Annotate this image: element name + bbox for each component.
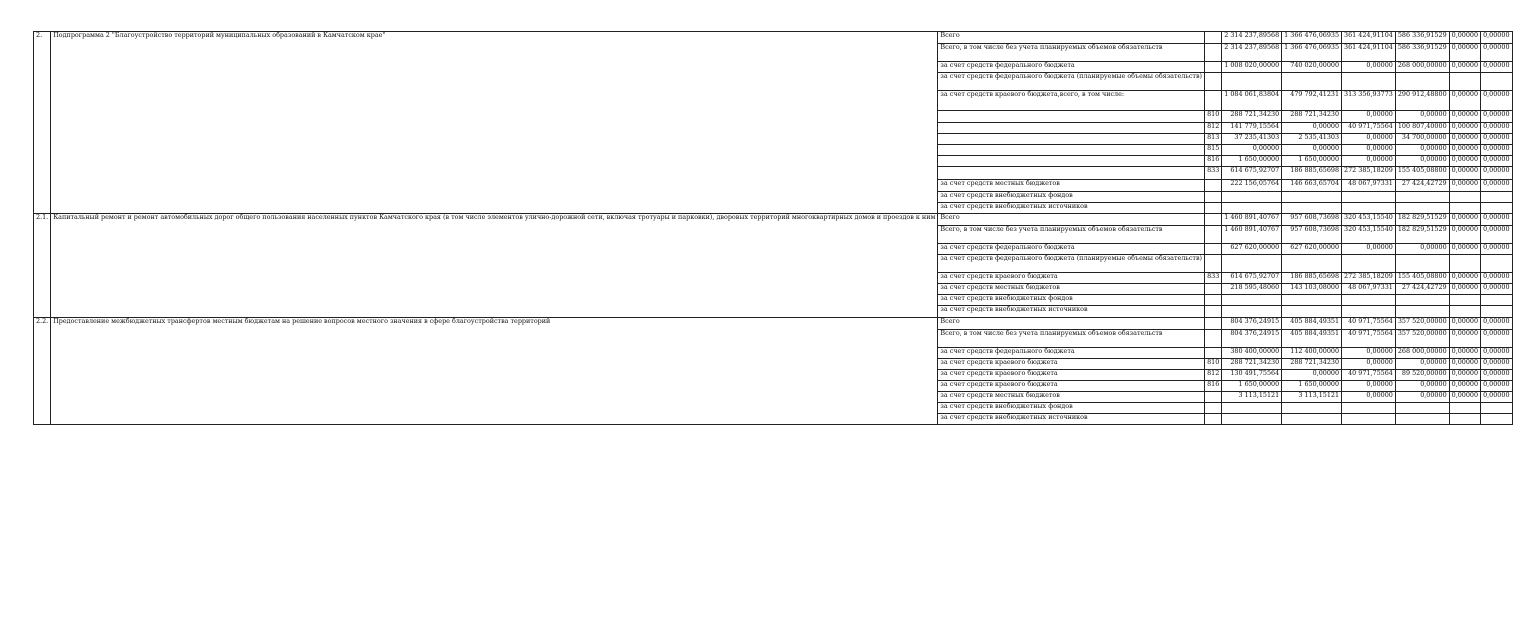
budget-code (1205, 44, 1222, 62)
amount-cell: 89 520,00000 (1395, 370, 1449, 381)
amount-cell: 0,00000 (1449, 273, 1480, 284)
amount-cell: 182 829,51529 (1395, 214, 1449, 226)
amount-cell (1481, 203, 1512, 214)
amount-cell (1449, 73, 1480, 91)
amount-cell: 0,00000 (1481, 381, 1512, 392)
amount-cell: 290 912,48800 (1395, 91, 1449, 111)
amount-cell: 0,00000 (1449, 134, 1480, 145)
amount-cell: 0,00000 (1342, 134, 1396, 145)
amount-cell: 0,00000 (1222, 145, 1282, 156)
program-name: Подпрограмма 2 "Благоустройство территорий муниципальных образований в Камчатском крае" (51, 32, 938, 214)
amount-cell: 0,00000 (1449, 214, 1480, 226)
budget-code: 833 (1205, 273, 1222, 284)
amount-cell: 0,00000 (1342, 381, 1396, 392)
table-row (34, 214, 1513, 226)
row-index: 2. (34, 32, 51, 214)
amount-cell: 804 376,24915 (1222, 318, 1282, 330)
amount-cell: 268 000,00000 (1395, 348, 1449, 359)
table-row (34, 318, 1513, 330)
amount-cell: 288 721,34230 (1282, 359, 1342, 370)
amount-cell: 0,00000 (1342, 62, 1396, 73)
funding-source: за счет средств внебюджетных источников (938, 306, 1205, 318)
budget-code: 812 (1205, 370, 1222, 381)
amount-cell (1282, 306, 1342, 318)
amount-cell: 2 314 237,89568 (1222, 32, 1282, 44)
amount-cell: 186 885,65698 (1282, 273, 1342, 284)
amount-cell: 182 829,51529 (1395, 226, 1449, 244)
amount-cell (1342, 203, 1396, 214)
amount-cell: 0,00000 (1282, 370, 1342, 381)
amount-cell: 218 595,48060 (1222, 284, 1282, 295)
amount-cell (1282, 203, 1342, 214)
funding-source: за счет средств краевого бюджета (938, 359, 1205, 370)
amount-cell: 186 885,65698 (1282, 167, 1342, 180)
amount-cell: 0,00000 (1481, 273, 1512, 284)
budget-code (1205, 203, 1222, 214)
amount-cell (1342, 403, 1396, 414)
program-name: Предоставление межбюджетных трансфертов местным бюджетам на решение вопросов местного значения в сфере благоустройства территорий (51, 318, 938, 425)
amount-cell: 0,00000 (1481, 370, 1512, 381)
amount-cell (1222, 403, 1282, 414)
amount-cell: 0,00000 (1449, 145, 1480, 156)
amount-cell (1449, 403, 1480, 414)
amount-cell: 586 336,91529 (1395, 44, 1449, 62)
amount-cell: 0,00000 (1449, 91, 1480, 111)
funding-source: Всего (938, 318, 1205, 330)
amount-cell: 0,00000 (1342, 244, 1396, 255)
amount-cell: 0,00000 (1395, 111, 1449, 123)
budget-code (1205, 255, 1222, 273)
amount-cell (1449, 255, 1480, 273)
budget-code: 833 (1205, 167, 1222, 180)
amount-cell: 0,00000 (1395, 244, 1449, 255)
amount-cell: 1 460 891,40767 (1222, 226, 1282, 244)
amount-cell: 0,00000 (1449, 123, 1480, 134)
amount-cell: 0,00000 (1342, 156, 1396, 167)
budget-code: 812 (1205, 123, 1222, 134)
budget-code (1205, 192, 1222, 203)
amount-cell: 1 650,00000 (1222, 156, 1282, 167)
amount-cell (1481, 255, 1512, 273)
amount-cell: 48 067,97331 (1342, 180, 1396, 192)
amount-cell (1222, 203, 1282, 214)
amount-cell: 0,00000 (1449, 284, 1480, 295)
amount-cell: 0,00000 (1449, 381, 1480, 392)
amount-cell: 0,00000 (1481, 145, 1512, 156)
amount-cell: 1 460 891,40767 (1222, 214, 1282, 226)
amount-cell: 0,00000 (1481, 348, 1512, 359)
amount-cell: 405 884,49351 (1282, 330, 1342, 348)
amount-cell (1449, 203, 1480, 214)
amount-cell: 0,00000 (1395, 156, 1449, 167)
amount-cell: 320 453,15540 (1342, 226, 1396, 244)
amount-cell (1222, 73, 1282, 91)
amount-cell: 0,00000 (1481, 62, 1512, 73)
amount-cell: 0,00000 (1449, 62, 1480, 73)
amount-cell: 1 650,00000 (1282, 156, 1342, 167)
budget-code (1205, 32, 1222, 44)
amount-cell: 155 405,08800 (1395, 273, 1449, 284)
amount-cell: 479 792,41231 (1282, 91, 1342, 111)
amount-cell: 320 453,15540 (1342, 214, 1396, 226)
amount-cell: 0,00000 (1449, 32, 1480, 44)
amount-cell (1342, 306, 1396, 318)
amount-cell (1282, 255, 1342, 273)
amount-cell: 0,00000 (1449, 111, 1480, 123)
amount-cell: 1 366 476,06935 (1282, 44, 1342, 62)
funding-source (938, 134, 1205, 145)
amount-cell: 957 608,73698 (1282, 214, 1342, 226)
funding-source (938, 167, 1205, 180)
amount-cell: 48 067,97331 (1342, 284, 1396, 295)
amount-cell (1395, 255, 1449, 273)
budget-code (1205, 295, 1222, 306)
amount-cell: 614 675,92707 (1222, 273, 1282, 284)
amount-cell: 143 103,08000 (1282, 284, 1342, 295)
amount-cell: 100 807,40000 (1395, 123, 1449, 134)
amount-cell: 0,00000 (1481, 214, 1512, 226)
amount-cell: 0,00000 (1342, 348, 1396, 359)
funding-source (938, 111, 1205, 123)
budget-code (1205, 214, 1222, 226)
amount-cell: 0,00000 (1342, 145, 1396, 156)
amount-cell (1449, 295, 1480, 306)
amount-cell: 380 400,00000 (1222, 348, 1282, 359)
amount-cell: 288 721,34230 (1282, 111, 1342, 123)
amount-cell: 0,00000 (1481, 226, 1512, 244)
amount-cell (1395, 73, 1449, 91)
amount-cell: 405 884,49351 (1282, 318, 1342, 330)
amount-cell (1395, 403, 1449, 414)
budget-code: 816 (1205, 381, 1222, 392)
funding-source: за счет средств краевого бюджета (938, 381, 1205, 392)
amount-cell: 27 424,42729 (1395, 284, 1449, 295)
budget-code (1205, 91, 1222, 111)
amount-cell: 313 356,93773 (1342, 91, 1396, 111)
amount-cell (1222, 414, 1282, 425)
amount-cell: 627 620,00000 (1222, 244, 1282, 255)
amount-cell: 222 156,05764 (1222, 180, 1282, 192)
amount-cell (1395, 414, 1449, 425)
amount-cell: 1 008 020,00000 (1222, 62, 1282, 73)
funding-source: за счет средств краевого бюджета (938, 370, 1205, 381)
amount-cell: 272 385,18209 (1342, 167, 1396, 180)
amount-cell: 27 424,42729 (1395, 180, 1449, 192)
budget-code (1205, 348, 1222, 359)
funding-source: за счет средств внебюджетных источников (938, 414, 1205, 425)
budget-code (1205, 284, 1222, 295)
amount-cell: 3 113,15121 (1282, 392, 1342, 403)
amount-cell: 1 084 061,83804 (1222, 91, 1282, 111)
funding-source: за счет средств федерального бюджета (938, 348, 1205, 359)
amount-cell (1481, 192, 1512, 203)
program-name: Капитальный ремонт и ремонт автомобильных дорог общего пользования населенных пунктов Камчатского края (в том числе элементов улично-дорожной сети, включая тротуары и парковки), дворовых территорий многоквартирных домов и проездов к ним (51, 214, 938, 318)
funding-source: за счет средств краевого бюджета (938, 273, 1205, 284)
funding-source: Всего, в том числе без учета планируемых объемов обязательств (938, 330, 1205, 348)
amount-cell (1342, 255, 1396, 273)
amount-cell: 0,00000 (1481, 244, 1512, 255)
amount-cell: 40 971,75564 (1342, 318, 1396, 330)
amount-cell: 0,00000 (1481, 167, 1512, 180)
amount-cell: 37 235,41303 (1222, 134, 1282, 145)
amount-cell: 957 608,73698 (1282, 226, 1342, 244)
amount-cell: 130 491,75564 (1222, 370, 1282, 381)
amount-cell: 0,00000 (1449, 359, 1480, 370)
budget-code (1205, 306, 1222, 318)
amount-cell: 0,00000 (1481, 330, 1512, 348)
funding-source: Всего (938, 32, 1205, 44)
amount-cell: 0,00000 (1342, 392, 1396, 403)
amount-cell: 0,00000 (1282, 145, 1342, 156)
amount-cell (1395, 295, 1449, 306)
amount-cell (1481, 295, 1512, 306)
amount-cell: 0,00000 (1481, 32, 1512, 44)
amount-cell: 0,00000 (1481, 318, 1512, 330)
amount-cell: 804 376,24915 (1222, 330, 1282, 348)
amount-cell: 0,00000 (1449, 318, 1480, 330)
amount-cell (1449, 414, 1480, 425)
amount-cell: 268 000,00000 (1395, 62, 1449, 73)
amount-cell: 0,00000 (1481, 44, 1512, 62)
amount-cell: 1 366 476,06935 (1282, 32, 1342, 44)
amount-cell (1395, 306, 1449, 318)
amount-cell (1449, 192, 1480, 203)
amount-cell: 3 113,15121 (1222, 392, 1282, 403)
budget-code (1205, 180, 1222, 192)
amount-cell: 586 336,91529 (1395, 32, 1449, 44)
amount-cell: 0,00000 (1481, 284, 1512, 295)
amount-cell: 272 385,18209 (1342, 273, 1396, 284)
amount-cell: 357 520,00000 (1395, 330, 1449, 348)
budget-code (1205, 403, 1222, 414)
amount-cell: 1 650,00000 (1222, 381, 1282, 392)
budget-code: 810 (1205, 111, 1222, 123)
funding-source: Всего, в том числе без учета планируемых объемов обязательств (938, 44, 1205, 62)
funding-source: за счет средств федерального бюджета (938, 62, 1205, 73)
amount-cell: 0,00000 (1481, 359, 1512, 370)
amount-cell (1222, 295, 1282, 306)
amount-cell: 146 663,65704 (1282, 180, 1342, 192)
amount-cell (1449, 306, 1480, 318)
amount-cell: 0,00000 (1449, 348, 1480, 359)
amount-cell (1395, 203, 1449, 214)
amount-cell: 0,00000 (1395, 392, 1449, 403)
amount-cell: 40 971,75564 (1342, 123, 1396, 134)
budget-code (1205, 318, 1222, 330)
amount-cell: 141 779,15564 (1222, 123, 1282, 134)
amount-cell (1481, 306, 1512, 318)
funding-source (938, 123, 1205, 134)
amount-cell: 155 405,08800 (1395, 167, 1449, 180)
budget-code (1205, 62, 1222, 73)
row-index: 2.2. (34, 318, 51, 425)
amount-cell: 0,00000 (1449, 167, 1480, 180)
amount-cell (1395, 192, 1449, 203)
budget-code: 813 (1205, 134, 1222, 145)
amount-cell (1342, 414, 1396, 425)
funding-source: за счет средств местных бюджетов (938, 392, 1205, 403)
amount-cell: 0,00000 (1481, 134, 1512, 145)
amount-cell (1282, 295, 1342, 306)
amount-cell (1481, 414, 1512, 425)
funding-source: Всего (938, 214, 1205, 226)
amount-cell: 0,00000 (1342, 111, 1396, 123)
amount-cell: 0,00000 (1449, 44, 1480, 62)
amount-cell: 2 314 237,89568 (1222, 44, 1282, 62)
amount-cell (1222, 306, 1282, 318)
funding-source: за счет средств внебюджетных фондов (938, 403, 1205, 414)
funding-source: за счет средств федерального бюджета (планируемые объемы обязательств) (938, 73, 1205, 91)
amount-cell (1342, 295, 1396, 306)
amount-cell: 0,00000 (1282, 123, 1342, 134)
amount-cell: 0,00000 (1449, 392, 1480, 403)
funding-source (938, 156, 1205, 167)
amount-cell: 34 700,00000 (1395, 134, 1449, 145)
amount-cell (1282, 192, 1342, 203)
funding-source (938, 145, 1205, 156)
amount-cell: 740 020,00000 (1282, 62, 1342, 73)
amount-cell: 0,00000 (1449, 330, 1480, 348)
budget-code: 815 (1205, 145, 1222, 156)
amount-cell: 40 971,75564 (1342, 330, 1396, 348)
amount-cell: 627 620,00000 (1282, 244, 1342, 255)
row-index: 2.1. (34, 214, 51, 318)
budget-code (1205, 244, 1222, 255)
amount-cell: 288 721,34230 (1222, 111, 1282, 123)
budget-code (1205, 226, 1222, 244)
amount-cell: 0,00000 (1395, 145, 1449, 156)
amount-cell (1481, 403, 1512, 414)
amount-cell: 288 721,34230 (1222, 359, 1282, 370)
funding-source: за счет средств внебюджетных фондов (938, 192, 1205, 203)
budget-code: 810 (1205, 359, 1222, 370)
amount-cell: 0,00000 (1481, 91, 1512, 111)
amount-cell: 0,00000 (1395, 381, 1449, 392)
amount-cell: 0,00000 (1481, 156, 1512, 167)
funding-source: за счет средств федерального бюджета (планируемые объемы обязательств) (938, 255, 1205, 273)
amount-cell (1222, 255, 1282, 273)
funding-source: за счет средств федерального бюджета (938, 244, 1205, 255)
amount-cell (1481, 73, 1512, 91)
amount-cell (1282, 403, 1342, 414)
budget-code (1205, 414, 1222, 425)
funding-source: за счет средств местных бюджетов (938, 180, 1205, 192)
amount-cell: 0,00000 (1449, 244, 1480, 255)
funding-source: за счет средств внебюджетных источников (938, 203, 1205, 214)
table-row (34, 32, 1513, 44)
budget-code (1205, 330, 1222, 348)
amount-cell: 0,00000 (1481, 180, 1512, 192)
budget-code (1205, 392, 1222, 403)
amount-cell: 40 971,75564 (1342, 370, 1396, 381)
amount-cell: 0,00000 (1481, 123, 1512, 134)
amount-cell: 0,00000 (1342, 359, 1396, 370)
amount-cell: 361 424,91104 (1342, 32, 1396, 44)
amount-cell (1282, 414, 1342, 425)
funding-source: Всего, в том числе без учета планируемых объемов обязательств (938, 226, 1205, 244)
amount-cell: 112 400,00000 (1282, 348, 1342, 359)
amount-cell: 0,00000 (1481, 111, 1512, 123)
amount-cell (1342, 73, 1396, 91)
amount-cell: 1 650,00000 (1282, 381, 1342, 392)
amount-cell: 0,00000 (1449, 180, 1480, 192)
funding-source: за счет средств краевого бюджета,всего, в том числе: (938, 91, 1205, 111)
amount-cell (1342, 192, 1396, 203)
amount-cell: 0,00000 (1395, 359, 1449, 370)
funding-source: за счет средств местных бюджетов (938, 284, 1205, 295)
amount-cell (1282, 73, 1342, 91)
amount-cell: 0,00000 (1449, 226, 1480, 244)
amount-cell: 357 520,00000 (1395, 318, 1449, 330)
funding-source: за счет средств внебюджетных фондов (938, 295, 1205, 306)
amount-cell: 361 424,91104 (1342, 44, 1396, 62)
budget-table (33, 31, 1513, 425)
amount-cell: 614 675,92707 (1222, 167, 1282, 180)
amount-cell: 0,00000 (1449, 370, 1480, 381)
budget-code (1205, 73, 1222, 91)
amount-cell: 0,00000 (1481, 392, 1512, 403)
amount-cell (1222, 192, 1282, 203)
budget-code: 816 (1205, 156, 1222, 167)
amount-cell: 2 535,41303 (1282, 134, 1342, 145)
amount-cell: 0,00000 (1449, 156, 1480, 167)
